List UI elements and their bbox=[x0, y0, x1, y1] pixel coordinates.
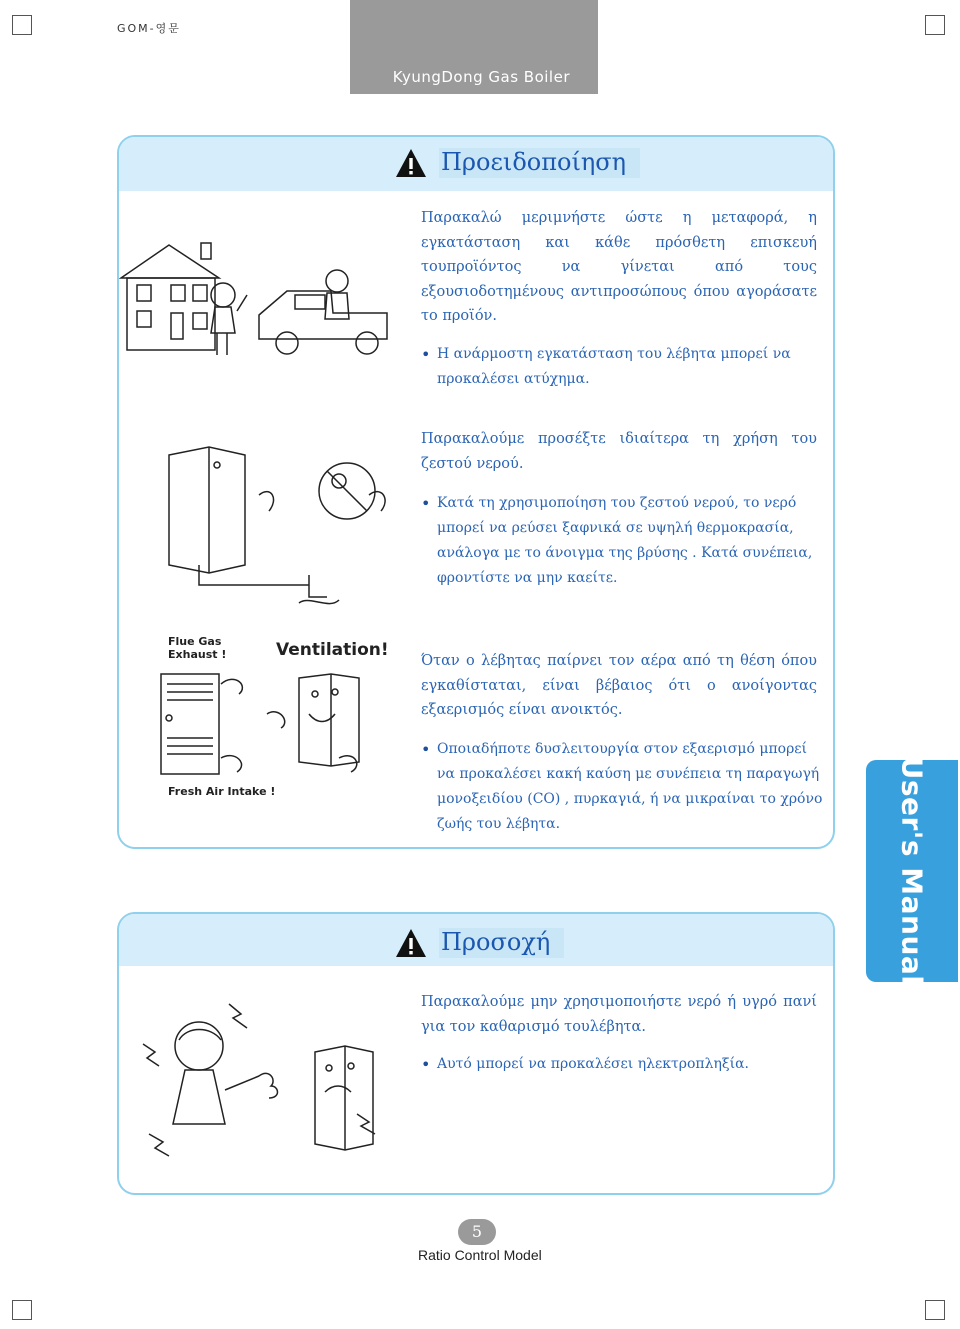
model-name: Ratio Control Model bbox=[418, 1247, 542, 1263]
warning-panel bbox=[117, 135, 835, 849]
warning-bullet-1: • Η ανάρμοστη εγκατάσταση του λέβητα μπορεί να προκαλέσει ατύχημα. bbox=[421, 342, 827, 392]
warning-paragraph-2: Παρακαλούμε προσέξτε ιδιαίτερα τη χρήση του ζεστού νερού. bbox=[421, 431, 817, 472]
electric-shock-illustration bbox=[129, 994, 389, 1174]
hot-water-illustration bbox=[159, 425, 409, 625]
warning-bullet-3: • Οποιαδήποτε δυσλειτουργία στον εξαερισμό μπορεί να προκαλέσει κακή καύση με συνέπεια τη παραγωγή μονοξειδίου (CO) , πυρκαγιά, ή να μικραίναι το χρόνο ζωής του λέβητα. bbox=[421, 737, 829, 837]
caution-paragraph: Παρακαλούμε μην χρησιμοποιήστε νερό ή υγρό πανί για τον καθαρισμό τουλέβητα. bbox=[421, 994, 817, 1035]
flue-gas-label: Flue Gas Exhaust ! bbox=[168, 635, 227, 661]
caution-title: Προσοχή bbox=[439, 928, 564, 958]
caution-panel bbox=[117, 912, 835, 1195]
page-number: 5 bbox=[458, 1219, 496, 1245]
document-code: GOM-영문 bbox=[117, 22, 181, 35]
warning-bullet-2: • Κατά τη χρησιμοποίηση του ζεστού νερού, το νερό μπορεί να ρεύσει ξαφνικά σε υψηλή θερμοκρασία, ανάλογα με το άνοιγμα της βρύσης . Κατά συνέπεια, φροντίστε να μην καείτε. bbox=[421, 491, 829, 591]
crop-mark-bottom-left bbox=[12, 1300, 32, 1320]
caution-bullet: • Αυτό μπορεί να προκαλέσει ηλεκτροπληξία. bbox=[421, 1052, 829, 1077]
warning-title-row bbox=[395, 148, 640, 178]
ventilation-label: Ventilation! bbox=[276, 640, 389, 660]
users-manual-tab bbox=[866, 756, 958, 986]
warning-title: Προειδοποίηση bbox=[439, 148, 640, 178]
warning-paragraph-3: Όταν ο λέβητας παίρνει τον αέρα από τη θέση όπου εγκαθίσταται, είναι βέβαιος ότι ο ανοίγοντας εξαερισμός είναι ανοικτός. bbox=[421, 653, 817, 718]
users-manual-tab-label: User's Manual bbox=[895, 756, 929, 986]
brand-name: KyungDong Gas Boiler bbox=[392, 68, 570, 86]
caution-triangle-icon bbox=[395, 928, 427, 958]
crop-mark-top-left bbox=[12, 15, 32, 35]
fresh-air-label: Fresh Air Intake ! bbox=[168, 785, 276, 798]
brand-header bbox=[350, 0, 598, 94]
house-truck-illustration bbox=[119, 233, 404, 373]
warning-triangle-icon bbox=[395, 148, 427, 178]
warning-paragraph-1: Παρακαλώ μεριμνήστε ώστε η μεταφορά, η εγκατάσταση και κάθε πρόσθετη επισκευή τουπροϊόντος να γίνεται από τους εξουσιοδοτημένους αντιπροσώπους όπου αγοράσατε το προϊόν. bbox=[421, 210, 817, 324]
crop-mark-top-right bbox=[925, 15, 945, 35]
crop-mark-bottom-right bbox=[925, 1300, 945, 1320]
caution-title-row bbox=[395, 928, 564, 958]
